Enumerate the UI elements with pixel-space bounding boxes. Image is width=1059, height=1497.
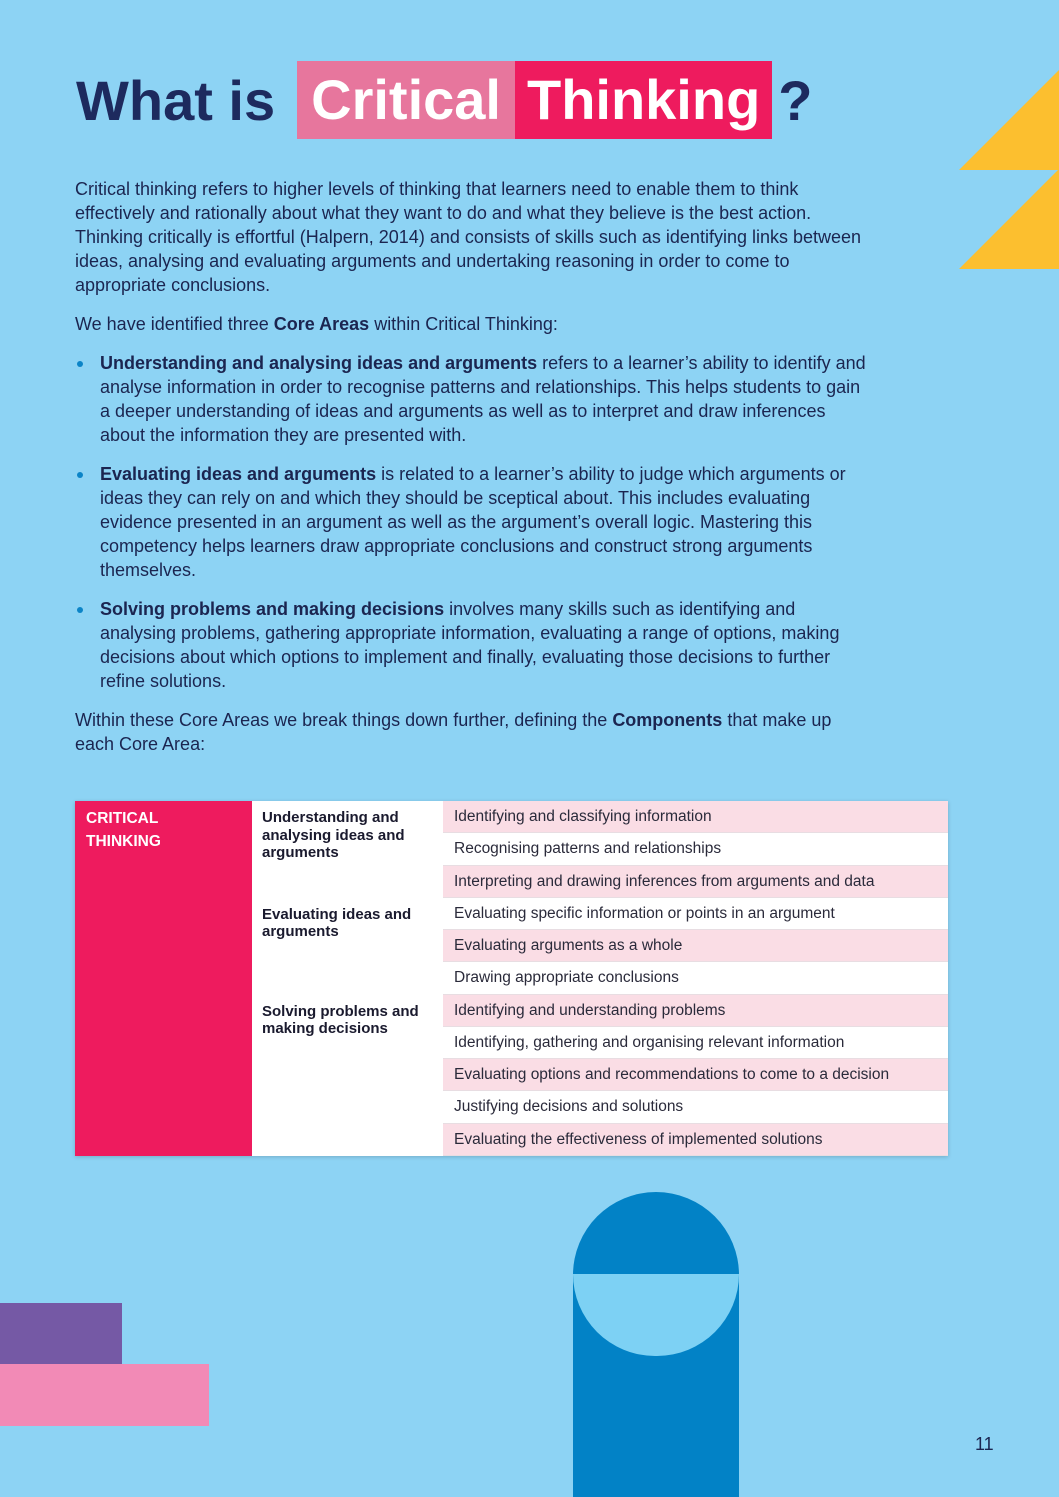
table-row: Identifying, gathering and organising relevant information (443, 1027, 948, 1059)
text-span: is related to a learner’s ability to judge which arguments or ideas they can rely on and which they should be sceptical about. This includes evaluating evidence presented in an argument as well as the argument’s overall logic. Mastering this competency helps learners draw appropriate conclusions and construct strong arguments themselves. (100, 464, 846, 580)
bold-term: Solving problems and making decisions (100, 599, 445, 619)
title-prefix: What is (76, 68, 276, 132)
table-row: Identifying and classifying information (443, 801, 948, 833)
pink-block-decoration (0, 1364, 209, 1426)
text-span: within Critical Thinking: (369, 314, 558, 334)
table-group (252, 898, 948, 995)
table-label-line: THINKING (86, 833, 161, 850)
text-span: Within these Core Areas we break things down further, defining the (75, 710, 613, 730)
core-areas-intro (75, 312, 875, 336)
text-span: that make up each Core Area: (75, 710, 832, 754)
table-row: Evaluating options and recommendations to come to a decision (443, 1059, 948, 1091)
intro-paragraph: Critical thinking refers to higher levels of thinking that learners need to enable them to think effectively and rationally about what they want to do and what they believe is the best action. Thinking critically is effortful (Halpern, 2014) and consists of skills such as identifying links between ideas, analysing and evaluating arguments and undertaking reasoning in order to come to appropriate conclusions. (75, 179, 862, 295)
components-column (443, 801, 948, 898)
list-item (75, 462, 875, 582)
body-text (75, 177, 875, 771)
table-group (252, 995, 948, 1156)
title-question-mark: ? (778, 68, 813, 132)
yellow-triangle-decoration (959, 70, 1059, 170)
core-areas-list (75, 351, 875, 693)
core-area-cell: Evaluating ideas and arguments (252, 898, 443, 995)
components-column (443, 995, 948, 1156)
table-row: Drawing appropriate conclusions (443, 962, 948, 994)
list-item (75, 597, 875, 693)
yellow-triangle-decoration (959, 169, 1059, 269)
table-row: Identifying and understanding problems (443, 995, 948, 1027)
table-row: Evaluating specific information or points in an argument (443, 898, 948, 930)
bold-term: Evaluating ideas and arguments (100, 464, 377, 484)
light-blue-semicircle-decoration (573, 1274, 739, 1356)
table-row: Evaluating the effectiveness of implemented solutions (443, 1124, 948, 1156)
text-span: involves many skills such as identifying and analysing problems, gathering appropriate information, evaluating a range of options, making decisions about which options to implement and finally, evaluating those decisions to further refine solutions. (100, 599, 840, 691)
title-highlight-thinking: Thinking (515, 61, 772, 139)
components-column (443, 898, 948, 995)
bold-term: Core Areas (273, 314, 370, 334)
page-title (76, 61, 813, 139)
core-area-cell: Understanding and analysing ideas and arguments (252, 801, 443, 898)
text-span: refers to a learner’s ability to identify and analyse information in order to recognise patterns and relationships. This helps students to gain a deeper understanding of ideas and arguments as well as to interpret and draw inferences about the information they are presented with. (100, 353, 866, 445)
table-group (252, 801, 948, 898)
table-row: Justifying decisions and solutions (443, 1091, 948, 1123)
page-number: 11 (975, 1434, 994, 1454)
table-row: Recognising patterns and relationships (443, 833, 948, 865)
blue-arch-decoration (573, 1192, 739, 1497)
bold-term: Components (612, 710, 723, 730)
components-table (75, 801, 948, 1156)
table-body (252, 801, 948, 1156)
table-label-line: CRITICAL (86, 810, 159, 827)
table-row: Evaluating arguments as a whole (443, 930, 948, 962)
bold-term: Understanding and analysing ideas and arguments (100, 353, 538, 373)
purple-block-decoration (0, 1303, 122, 1365)
text-span: We have identified three (75, 314, 274, 334)
table-label (75, 801, 252, 1156)
table-row: Interpreting and drawing inferences from arguments and data (443, 866, 948, 898)
title-highlight-critical: Critical (297, 61, 515, 139)
core-area-cell: Solving problems and making decisions (252, 995, 443, 1156)
components-intro (75, 708, 875, 756)
list-item (75, 351, 875, 447)
